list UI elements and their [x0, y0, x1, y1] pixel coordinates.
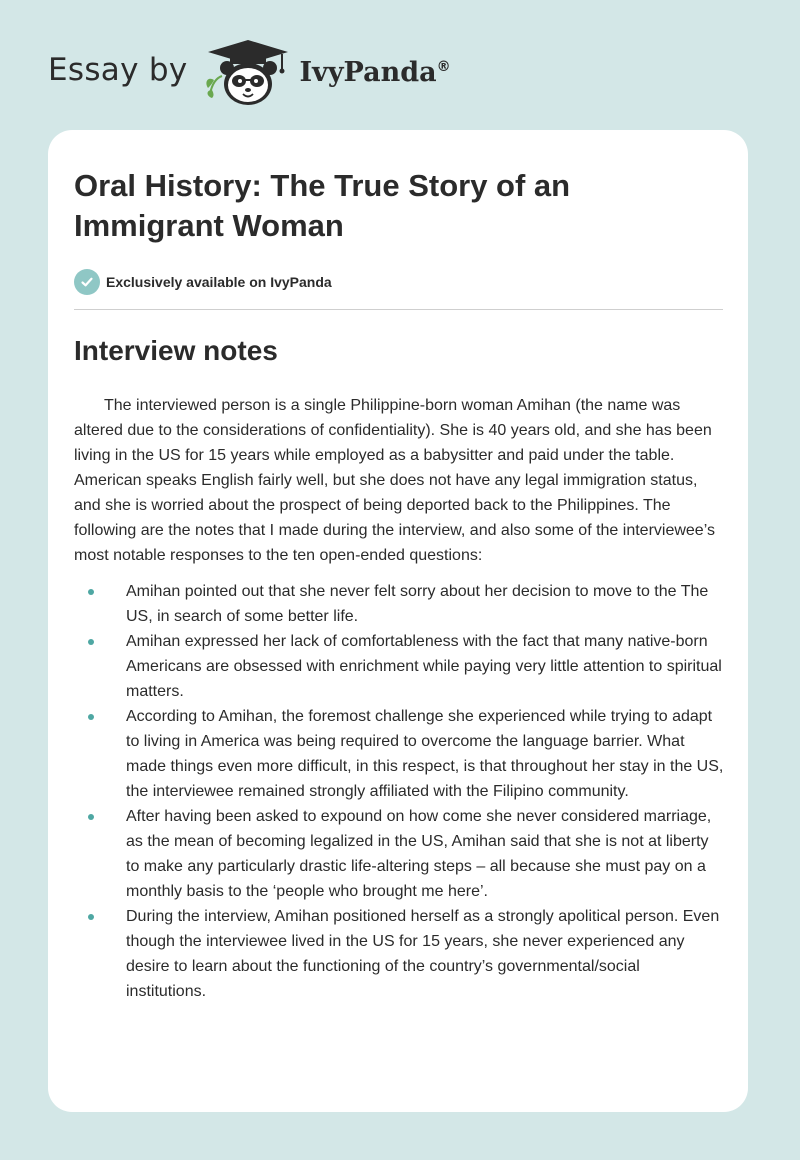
- exclusive-badge: [74, 268, 722, 296]
- section-heading: Interview notes: [74, 335, 278, 366]
- bullet-dot-icon: [88, 714, 94, 720]
- list-item-text: After having been asked to expound on how come she never considered marriage, as the mean of becoming legalized in the US, Amihan said that she is not at liberty to make any particularly drastic life-altering steps – all because she must pay on a monthly basis to the ‘people who brought me here’.: [126, 808, 712, 900]
- notes-list: [74, 579, 724, 1004]
- list-item: [74, 904, 724, 1004]
- divider: [74, 309, 723, 310]
- list-item: [74, 704, 724, 804]
- intro-paragraph: The interviewed person is a single Philippine-born woman Amihan (the name was altered due to the considerations of confidentiality). She is 40 years old, and she has been living in the US for 15 years while employed as a babysitter and paid under the table. American speaks English fairly well, but she does not have any legal immigration status, and she is worried about the prospect of being deported back to the Philippines. The following are the notes that I made during the interview, and also some of the interviewee’s most notable responses to the ten open-ended questions:: [74, 397, 715, 564]
- essay-title: Oral History: The True Story of an Immigrant Woman: [74, 168, 571, 243]
- exclusive-label: Exclusively available on IvyPanda: [106, 274, 332, 290]
- brand-header: [48, 36, 451, 108]
- list-item-text: Amihan pointed out that she never felt sorry about her decision to move to the The US, in search of some better life.: [126, 583, 709, 625]
- registered-mark: ®: [436, 58, 451, 75]
- list-item-text: During the interview, Amihan positioned herself as a strongly apolitical person. Even though the interviewee lived in the US for 15 years, she never experienced any desire to learn about the functioning of the country’s governmental/social institutions.: [126, 908, 720, 1000]
- essay-by-label: Essay by: [48, 52, 188, 88]
- bullet-dot-icon: [88, 639, 94, 645]
- list-item: [74, 629, 724, 704]
- list-item: [74, 579, 724, 629]
- list-item-text: According to Amihan, the foremost challenge she experienced while trying to adapt to living in America was being required to overcome the language barrier. What made things even more difficult, in this respect, is that throughout her stay in the US, the interviewee remained strongly affiliated with the Filipino community.: [126, 708, 724, 800]
- list-item: [74, 804, 724, 904]
- bullet-dot-icon: [88, 814, 94, 820]
- list-item-text: Amihan expressed her lack of comfortableness with the fact that many native-born Americans are obsessed with enrichment while paying very little attention to spiritual matters.: [126, 633, 722, 700]
- bullet-dot-icon: [88, 589, 94, 595]
- ivypanda-logo-icon[interactable]: [202, 36, 298, 108]
- essay-card: [48, 130, 748, 1112]
- check-circle-icon: [74, 269, 100, 295]
- brand-name[interactable]: IvyPanda®: [299, 56, 451, 88]
- bullet-dot-icon: [88, 914, 94, 920]
